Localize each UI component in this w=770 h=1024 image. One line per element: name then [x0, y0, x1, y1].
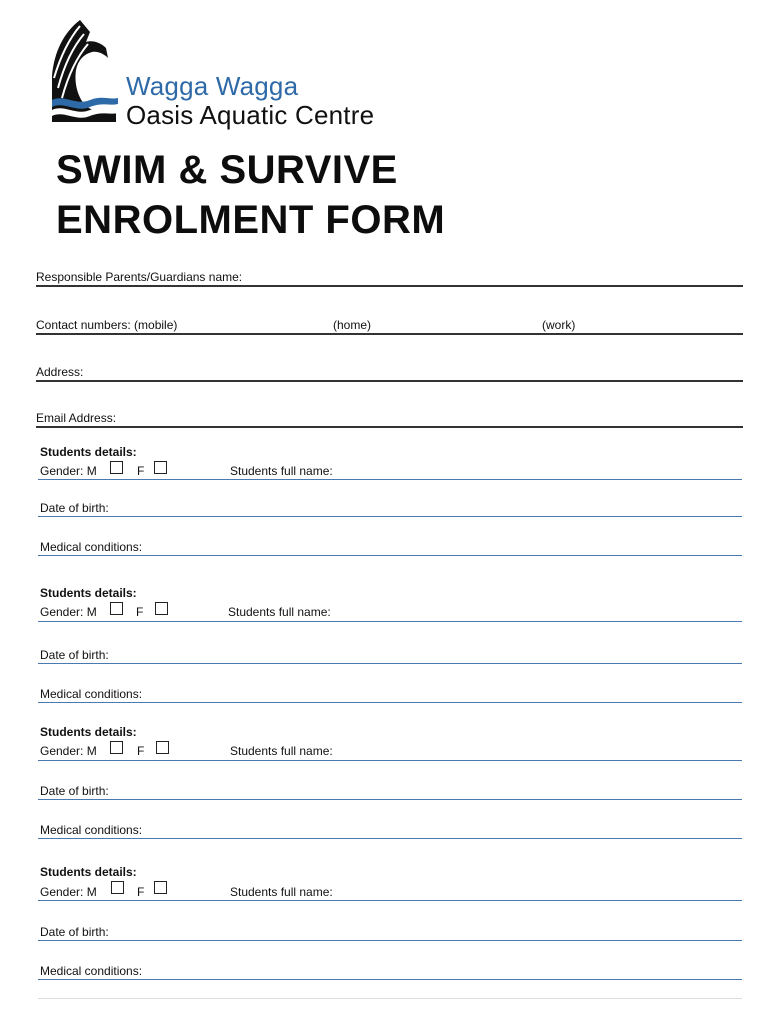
contact-mobile-label: Contact numbers: (mobile)	[36, 318, 178, 332]
date-of-birth-field[interactable]	[38, 940, 742, 941]
gender-m-checkbox[interactable]	[110, 461, 123, 474]
guardian-name-field[interactable]	[36, 285, 743, 287]
address-label: Address:	[36, 365, 84, 379]
medical-conditions-label: Medical conditions:	[40, 540, 143, 554]
student-full-name-field[interactable]	[38, 760, 742, 761]
logo-text-line2: Oasis Aquatic Centre	[126, 100, 375, 130]
date-of-birth-label: Date of birth:	[40, 784, 109, 798]
gender-f-checkbox[interactable]	[155, 602, 168, 615]
medical-conditions-label: Medical conditions:	[40, 964, 143, 978]
student-full-name-field[interactable]	[38, 900, 742, 901]
contact-work-label: (work)	[542, 318, 576, 332]
student-full-name-label: Students full name:	[228, 605, 331, 619]
gender-m-label: Gender: M	[40, 605, 97, 619]
swan-wave-logo-icon	[50, 18, 120, 126]
gender-f-label: F	[136, 605, 144, 619]
medical-conditions-label: Medical conditions:	[40, 687, 143, 701]
medical-conditions-field[interactable]	[38, 555, 742, 556]
student-details-heading: Students details:	[40, 445, 137, 459]
brand-logo	[50, 18, 410, 128]
gender-m-label: Gender: M	[40, 885, 97, 899]
date-of-birth-field[interactable]	[38, 799, 742, 800]
medical-conditions-field[interactable]	[38, 979, 742, 980]
student-full-name-label: Students full name:	[230, 885, 333, 899]
student-details-heading: Students details:	[40, 865, 137, 879]
guardian-name-label: Responsible Parents/Guardians name:	[36, 270, 243, 284]
page-bottom-divider	[38, 998, 742, 999]
student-full-name-field[interactable]	[38, 621, 742, 622]
medical-conditions-label: Medical conditions:	[40, 823, 143, 837]
page-title-line2: ENROLMENT FORM	[56, 198, 446, 242]
student-details-heading: Students details:	[40, 586, 137, 600]
email-field[interactable]	[36, 426, 743, 428]
gender-f-label: F	[137, 885, 145, 899]
gender-f-label: F	[137, 464, 145, 478]
contact-home-label: (home)	[333, 318, 372, 332]
address-field[interactable]	[36, 380, 743, 382]
student-full-name-field[interactable]	[38, 479, 742, 480]
contact-numbers-field[interactable]	[36, 333, 743, 335]
medical-conditions-field[interactable]	[38, 838, 742, 839]
student-full-name-label: Students full name:	[230, 464, 333, 478]
gender-f-checkbox[interactable]	[154, 461, 167, 474]
gender-m-label: Gender: M	[40, 464, 97, 478]
student-details-heading: Students details:	[40, 725, 137, 739]
gender-m-label: Gender: M	[40, 744, 97, 758]
gender-f-checkbox[interactable]	[154, 881, 167, 894]
medical-conditions-field[interactable]	[38, 702, 742, 703]
gender-f-checkbox[interactable]	[156, 741, 169, 754]
logo-text-line1: Wagga Wagga	[126, 71, 299, 101]
date-of-birth-field[interactable]	[38, 516, 742, 517]
student-full-name-label: Students full name:	[230, 744, 333, 758]
page-title-line1: SWIM & SURVIVE	[56, 148, 398, 192]
gender-m-checkbox[interactable]	[110, 741, 123, 754]
date-of-birth-label: Date of birth:	[40, 648, 109, 662]
date-of-birth-field[interactable]	[38, 663, 742, 664]
gender-m-checkbox[interactable]	[110, 602, 123, 615]
gender-m-checkbox[interactable]	[111, 881, 124, 894]
gender-f-label: F	[137, 744, 145, 758]
date-of-birth-label: Date of birth:	[40, 925, 109, 939]
email-label: Email Address:	[36, 411, 117, 425]
date-of-birth-label: Date of birth:	[40, 501, 109, 515]
